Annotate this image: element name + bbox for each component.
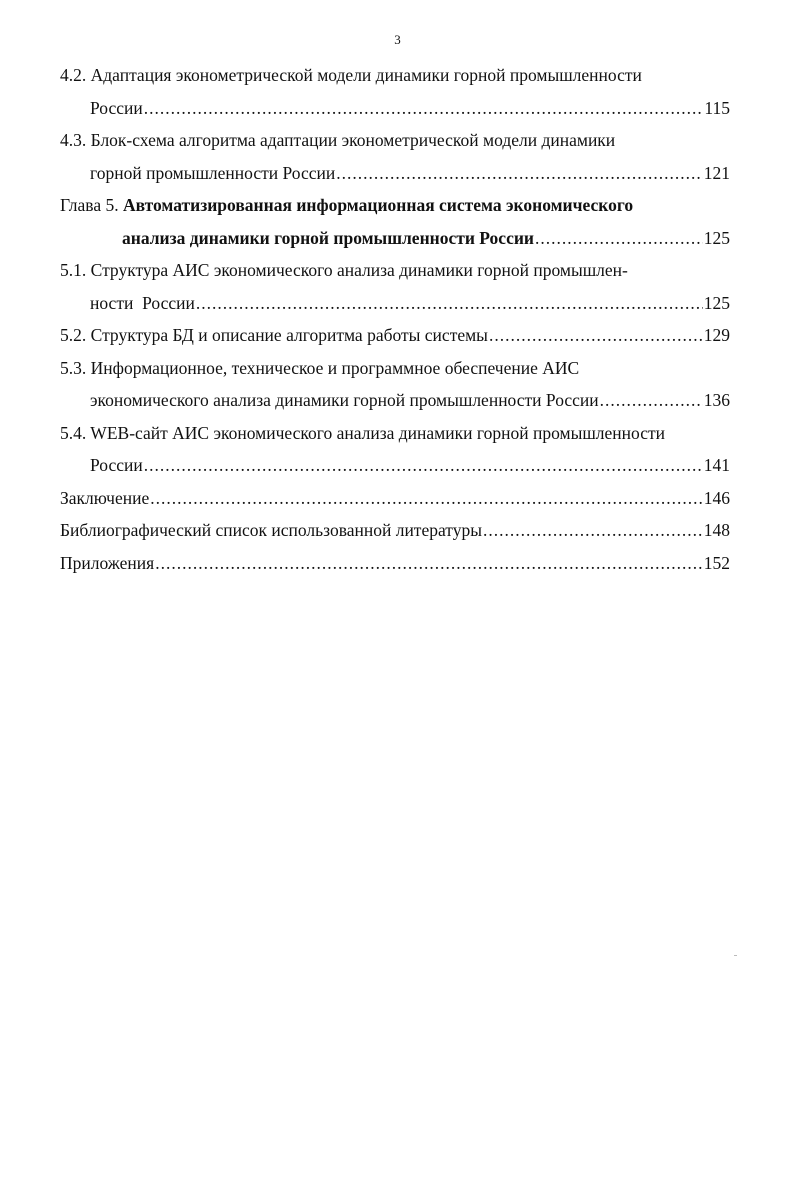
dot-leader (483, 515, 703, 545)
dot-leader (150, 483, 703, 513)
toc-text: 4.3. Блок-схема алгоритма адаптации эконометрической модели динамики (60, 130, 616, 150)
toc-text: 5.3. Информационное, техническое и программное обеспечение АИС (60, 357, 580, 378)
toc-entry-5-3-title (60, 353, 730, 386)
toc-chapter-title: анализа динамики горной промышленности России (122, 227, 535, 248)
toc-entry-appendices (60, 548, 730, 581)
toc-entry-conclusion (60, 483, 730, 516)
scan-artifact (734, 955, 737, 956)
toc-chapter-title: Автоматизированная информационная система экономического (122, 195, 634, 215)
toc-text: 5.1. Структура АИС экономического анализа динамики горной промышлен- (60, 260, 628, 280)
dot-leader (144, 93, 704, 123)
table-of-contents (60, 60, 730, 580)
page-number: 3 (394, 32, 401, 47)
toc-entry-bibliography (60, 515, 730, 548)
toc-text: России (90, 97, 143, 118)
dot-leader (144, 450, 703, 480)
dot-leader (336, 158, 702, 188)
toc-page-number: 115 (704, 97, 730, 118)
toc-chapter-prefix: Глава 5. (60, 195, 123, 215)
toc-text: экономического анализа динамики горной промышленности России (90, 390, 599, 410)
toc-page-number: 141 (703, 455, 730, 475)
toc-text: 4.2. Адаптация эконометрической модели динамики горной промышленности (60, 65, 642, 85)
dot-leader (489, 320, 703, 350)
toc-entry-4-2-continuation (60, 93, 730, 126)
toc-text: России (90, 455, 143, 475)
toc-entry-chapter-5-title (60, 190, 730, 223)
toc-entry-5-1-continuation (60, 288, 730, 321)
dot-leader (600, 385, 703, 415)
toc-page-number: 148 (703, 520, 730, 540)
toc-page-number: 125 (703, 292, 730, 313)
toc-text: ности России (90, 292, 195, 313)
toc-entry-4-3-title (60, 125, 730, 158)
toc-entry-5-1-title (60, 255, 730, 288)
toc-entry-5-4-title (60, 418, 730, 451)
toc-text: 5.4. WEB-сайт АИС экономического анализа динамики горной промышленности (60, 422, 665, 443)
toc-text: Заключение (60, 487, 150, 508)
toc-entry-5-3-continuation (60, 385, 730, 418)
toc-page-number: 152 (703, 552, 730, 573)
toc-entry-5-2 (60, 320, 730, 353)
toc-page-number: 146 (703, 487, 730, 508)
toc-page-number: 121 (703, 162, 730, 183)
toc-page-number: 125 (703, 227, 730, 248)
toc-entry-4-3-continuation (60, 158, 730, 191)
toc-page-number: 129 (703, 325, 730, 345)
toc-entry-4-2-title (60, 60, 730, 93)
dot-leader (155, 548, 703, 578)
toc-text: горной промышленности России (90, 162, 336, 183)
toc-text: 5.2. Структура БД и описание алгоритма работы системы (60, 325, 488, 345)
toc-entry-chapter-5-continuation (60, 223, 730, 256)
toc-text: Приложения (60, 552, 155, 573)
toc-entry-5-4-continuation (60, 450, 730, 483)
dot-leader (196, 288, 703, 318)
dot-leader (535, 223, 703, 253)
toc-text: Библиографический список использованной литературы (60, 520, 482, 540)
toc-page-number: 136 (703, 390, 730, 410)
